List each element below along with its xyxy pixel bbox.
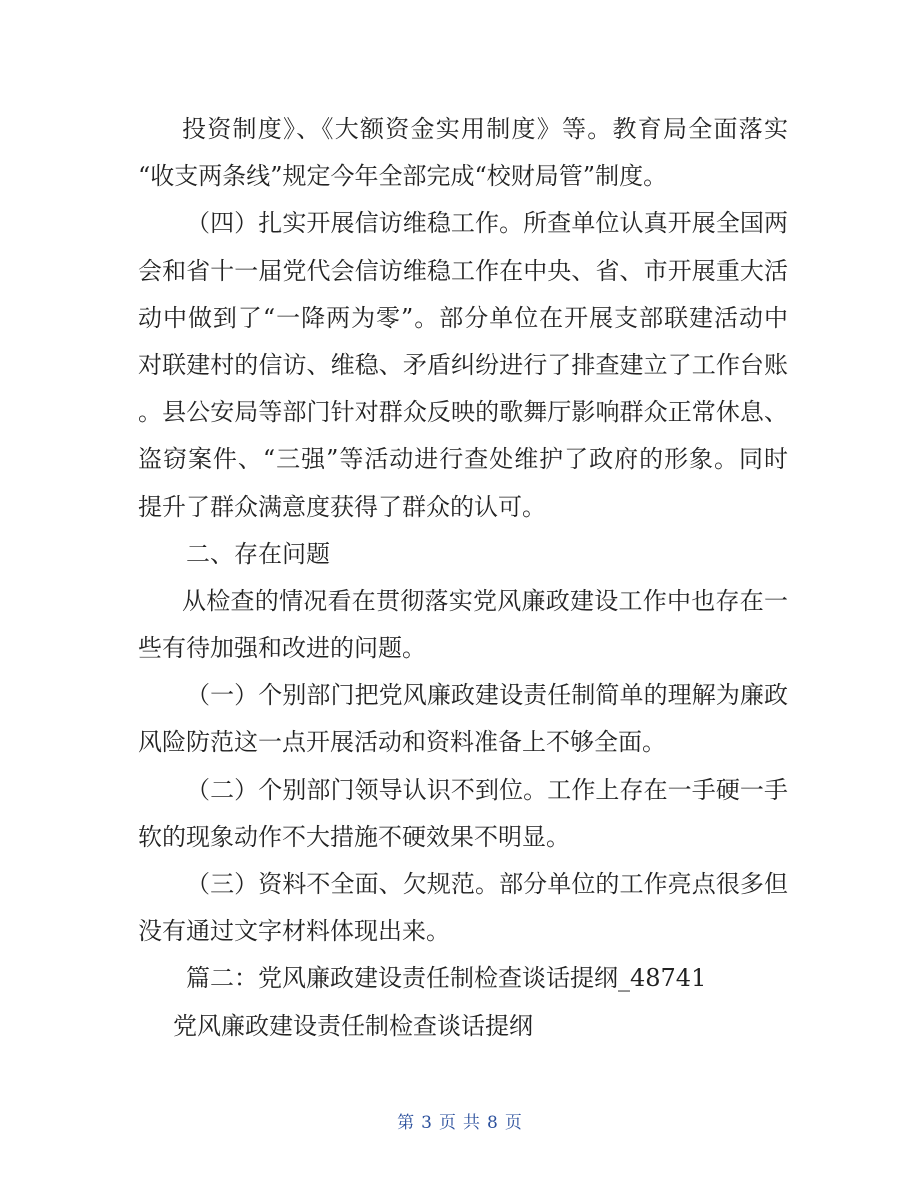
text-line: 对联建村的信访、维稳、矛盾纠纷进行了排查建立了工作台账 [138,350,788,379]
page-label: 第 [397,1113,416,1133]
text-line: 从检查的情况看在贯彻落实党风廉政建设工作中也存在一 [182,586,788,615]
text-line: “收支两条线”规定今年全部完成“校财局管”制度。 [138,162,668,191]
text-line: 风险防范这一点开展活动和资料准备上不够全面。 [138,728,666,757]
text-line: 些有待加强和改进的问题。 [138,634,426,663]
text-line: 软的现象动作不大措施不硬效果不明显。 [138,822,570,851]
total-unit-label: 页 [504,1113,523,1133]
page-number-footer [0,1108,920,1133]
text-line: 。县公安局等部门针对群众反映的歌舞厅影响群众正常休息、 [138,398,788,427]
text-line: （四）扎实开展信访维稳工作。所查单位认真开展全国两 [186,209,788,238]
page-unit-label: 页 [439,1113,457,1133]
document-body [138,106,788,1050]
text-line: （三）资料不全面、欠规范。部分单位的工作亮点很多但 [186,870,788,898]
text-line: 动中做到了“一降两为零”。部分单位在开展支部联建活动中 [138,303,788,332]
article-heading: 篇二：党风廉政建设责任制检查谈话提纲_48741 [186,964,707,993]
text-line: （二）个别部门领导认识不到位。工作上存在一手硬一手 [186,775,788,804]
text-line: 会和省十一届党代会信访维稳工作在中央、省、市开展重大活 [138,256,788,285]
section-heading: 二、存在问题 [186,539,330,568]
total-pages-number: 8 [487,1113,499,1133]
text-line: 投资制度》、《大额资金实用制度》等。教育局全面落实 [182,115,788,143]
article-title: 党风廉政建设责任制检查谈话提纲 [173,1011,533,1040]
text-line: 盗窃案件、“三强”等活动进行查处维护了政府的形象。同时 [138,445,788,474]
text-line: （一）个别部门把党风廉政建设责任制简单的理解为廉政 [186,681,788,710]
total-label: 共 [463,1113,481,1133]
text-line: 没有通过文字材料体现出来。 [138,917,450,946]
current-page-number: 3 [421,1113,433,1133]
text-line: 提升了群众满意度获得了群众的认可。 [138,492,546,521]
